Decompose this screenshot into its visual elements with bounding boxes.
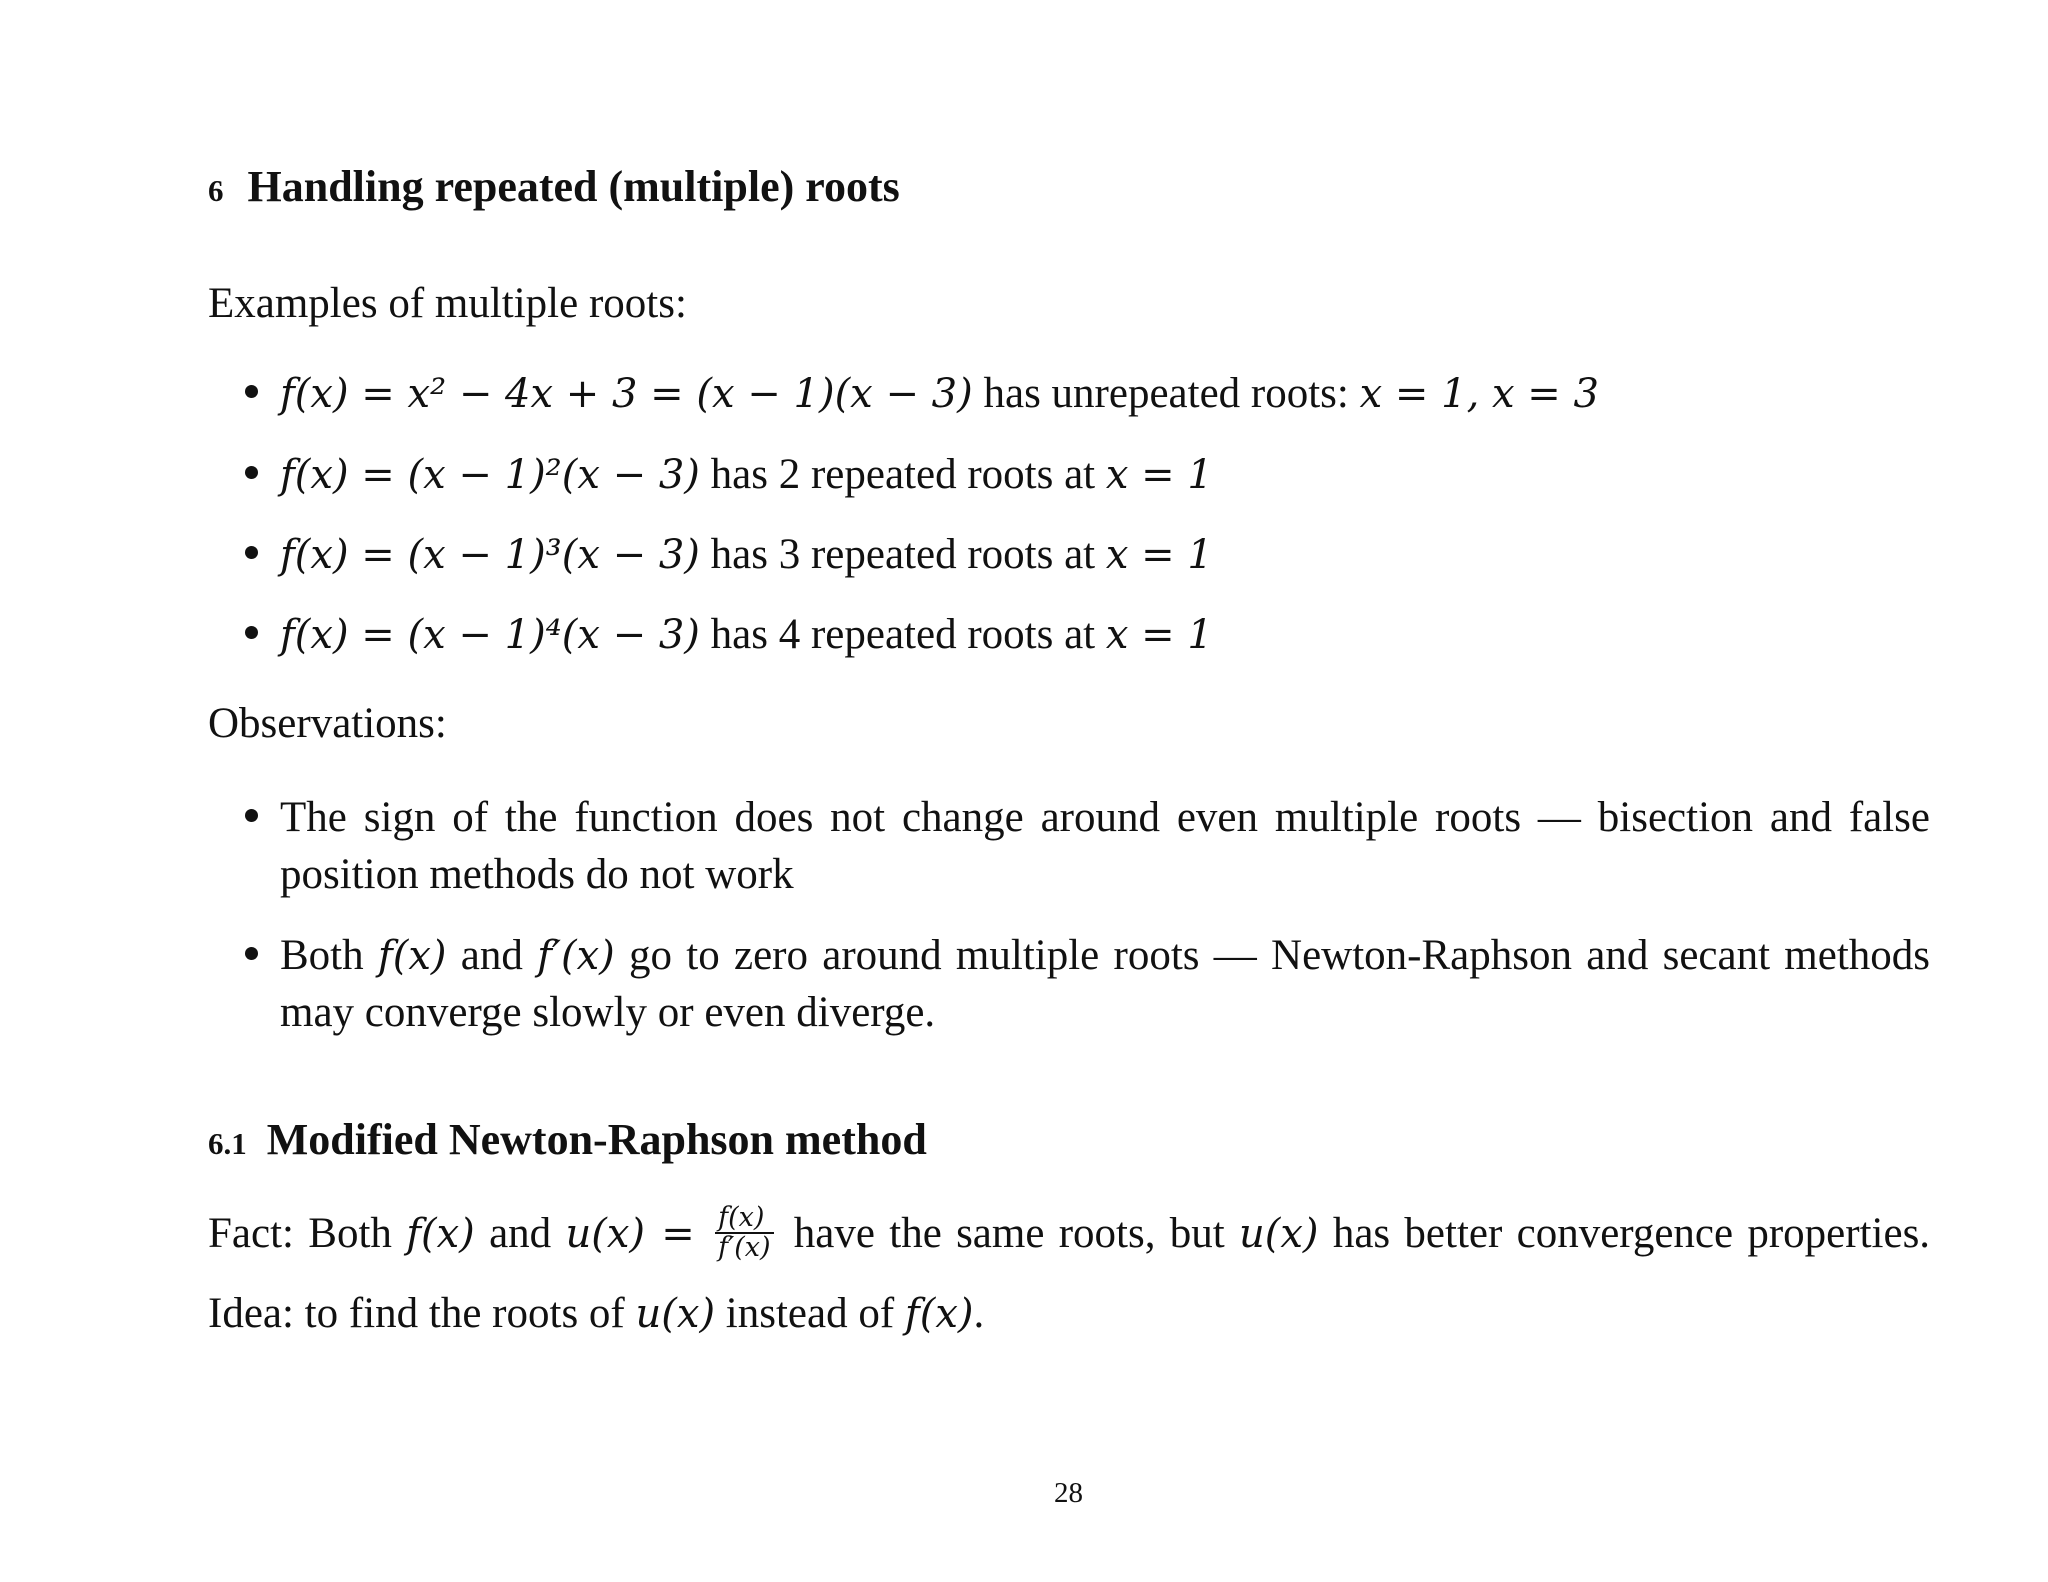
math-fprime: f′(x) xyxy=(537,933,615,979)
example-function: f(x) = x² − 4x + 3 = (x − 1)(x − 3) xyxy=(280,371,973,417)
fact-text: have the same roots, but xyxy=(793,1210,1225,1258)
observation-item-1 xyxy=(280,796,1930,896)
subsection-number: 6.1 xyxy=(208,1126,247,1161)
example-description: has 3 repeated roots at xyxy=(710,531,1096,578)
bullet xyxy=(245,947,258,960)
fact-text: and xyxy=(489,1210,552,1258)
example-roots: x = 1, x = 3 xyxy=(1359,371,1599,417)
observation-line: may converge slowly or even diverge. xyxy=(280,989,936,1036)
observation-item-2 xyxy=(280,934,1930,1034)
observation-line xyxy=(280,934,1930,977)
bullet xyxy=(245,385,258,398)
example-function: f(x) = (x − 1)³(x − 3) xyxy=(280,532,700,578)
observations-intro: Observations: xyxy=(208,700,447,747)
page-number: 28 xyxy=(1054,1477,1083,1509)
observation-text: and xyxy=(460,932,523,979)
example-description: has 4 repeated roots at xyxy=(710,611,1096,658)
observation-text: go to zero around multiple roots — Newton-Raphson and secant methods xyxy=(629,932,1931,979)
example-roots: x = 1 xyxy=(1105,532,1213,578)
fact-line xyxy=(208,1202,1931,1267)
section-title: Handling repeated (multiple) roots xyxy=(247,162,900,211)
example-function: f(x) = (x − 1)²(x − 3) xyxy=(280,452,700,498)
idea-text: Idea: to find the roots of xyxy=(208,1290,625,1337)
fact-text: has better convergence properties. xyxy=(1332,1210,1931,1258)
idea-text: instead of xyxy=(725,1290,895,1337)
math-u: u(x) xyxy=(635,1291,716,1337)
example-roots: x = 1 xyxy=(1105,452,1213,498)
example-item-3 xyxy=(280,533,1213,576)
idea-line xyxy=(208,1292,984,1335)
section-number: 6 xyxy=(208,173,224,208)
example-function: f(x) = (x − 1)⁴(x − 3) xyxy=(280,612,700,658)
idea-text: . xyxy=(973,1290,985,1337)
bullet xyxy=(245,466,258,479)
math-u: u(x) = xyxy=(565,1211,695,1258)
fact-text: Fact: Both xyxy=(208,1210,392,1258)
math-f: f(x) xyxy=(904,1291,974,1337)
math-f: f(x) xyxy=(377,933,447,979)
observation-line: position methods do not work xyxy=(280,851,794,898)
example-description: has unrepeated roots: xyxy=(983,370,1349,417)
observation-text: Both xyxy=(280,932,364,979)
example-item-1 xyxy=(280,372,1599,415)
bullet xyxy=(245,809,258,822)
section-heading xyxy=(208,162,900,211)
bullet xyxy=(245,626,258,639)
bullet xyxy=(245,546,258,559)
example-description: has 2 repeated roots at xyxy=(710,451,1096,498)
subsection-title: Modified Newton-Raphson method xyxy=(266,1115,927,1164)
math-u: u(x) xyxy=(1239,1211,1319,1258)
fraction-numerator: f(x) xyxy=(715,1204,773,1234)
example-item-4 xyxy=(280,613,1213,656)
math-f: f(x) xyxy=(406,1211,475,1258)
examples-intro: Examples of multiple roots: xyxy=(208,280,687,327)
example-item-2 xyxy=(280,453,1213,496)
example-roots: x = 1 xyxy=(1105,612,1213,658)
fraction xyxy=(715,1204,773,1263)
subsection-heading xyxy=(208,1115,927,1164)
fraction-denominator: f′(x) xyxy=(718,1232,771,1264)
observation-line: The sign of the function does not change around even multiple roots — bisection and false xyxy=(280,794,1930,841)
